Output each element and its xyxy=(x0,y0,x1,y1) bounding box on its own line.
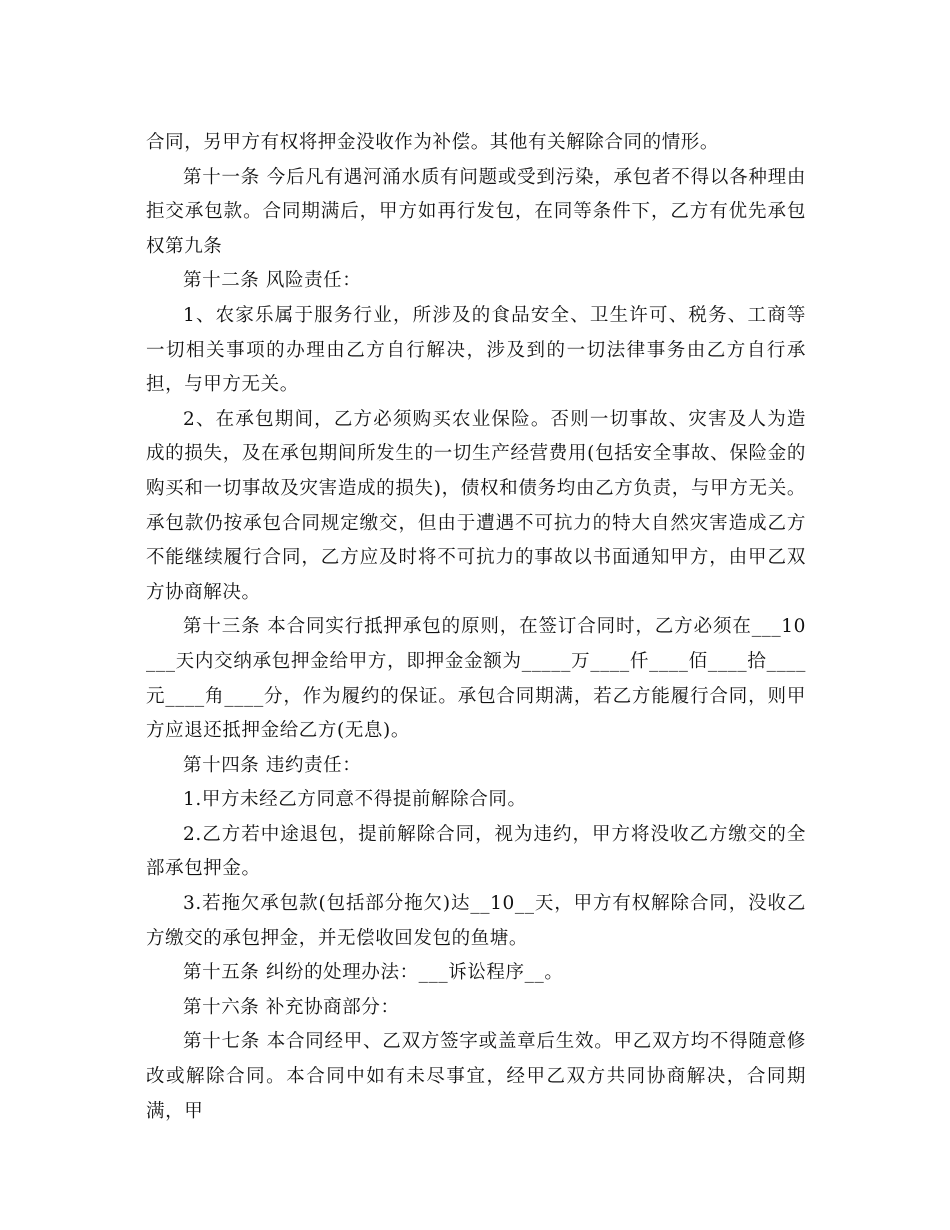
article-12-item-2: 2、在承包期间，乙方必须购买农业保险。否则一切事故、灾害及人为造成的损失，及在承包期间所发生的一切生产经营费用(包括安全事故、保险金的购买和一切事故及灾害造成的损失)，债权和债务均由乙方负责，与甲方无关。承包款仍按承包合同规定缴交，但由于遭遇不可抗力的特大自然灾害造成乙方不能继续履行合同，乙方应及时将不可抗力的事故以书面通知甲方，由甲乙双方协商解决。 xyxy=(146,408,806,603)
article-14-item-2: 2.乙方若中途退包，提前解除合同，视为违约，甲方将没收乙方缴交的全部承包押金。 xyxy=(146,823,806,880)
article-11-paragraph: 第十一条 今后凡有遇河涌水质有问题或受到污染，承包者不得以各种理由拒交承包款。合同期满后，甲方如再行发包，在同等条件下，乙方有优先承包权第九条 xyxy=(146,166,806,257)
article-14-item-1: 1.甲方未经乙方同意不得提前解除合同。 xyxy=(183,789,527,811)
contract-body xyxy=(146,126,806,1129)
paragraph-continuation: 合同，另甲方有权将押金没收作为补偿。其他有关解除合同的情形。 xyxy=(146,132,720,153)
article-15-paragraph: 第十五条 纠纷的处理办法：___诉讼程序__。 xyxy=(183,962,564,984)
article-14-item-3: 3.若拖欠承包款(包括部分拖欠)达__10__天，甲方有权解除合同，没收乙方缴交的承包押金，并无偿收回发包的鱼塘。 xyxy=(146,893,806,949)
article-16-paragraph: 第十六条 补充协商部分： xyxy=(183,996,400,1018)
article-12-heading: 第十二条 风险责任： xyxy=(183,270,362,292)
article-12-item-1: 1、农家乐属于服务行业，所涉及的食品安全、卫生许可、税务、工商等一切相关事项的办理由乙方自行解决，涉及到的一切法律事务由乙方自行承担，与甲方无关。 xyxy=(146,304,806,396)
article-17-paragraph: 第十七条 本合同经甲、乙双方签字或盖章后生效。甲乙双方均不得随意修改或解除合同。本合同中如有未尽事宜，经甲乙双方共同协商解决，合同期满，甲 xyxy=(146,1031,806,1122)
article-13-paragraph: 第十三条 本合同实行抵押承包的原则，在签订合同时，乙方必须在___10___天内交纳承包押金给甲方，即押金金额为_____万____仟____佰____拾____元____角____分，作为履约的保证。承包合同期满，若乙方能履行合同，则甲方应退还抵押金给乙方(无息)。 xyxy=(146,616,806,742)
article-14-heading: 第十四条 违约责任： xyxy=(183,754,362,776)
